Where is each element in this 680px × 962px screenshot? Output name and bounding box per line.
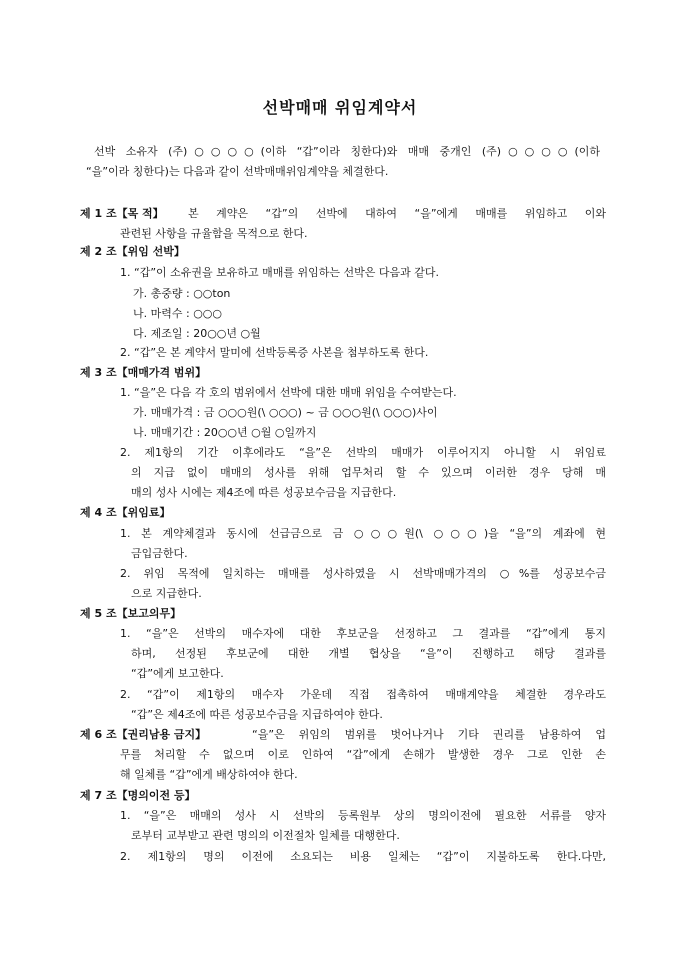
clause-text: 금입금한다. <box>131 547 188 560</box>
sub-item: 나. 매매기간 : 20○○년 ○월 ○일까지 <box>133 426 317 439</box>
article-heading: 제 4 조【위임료】 <box>80 506 171 519</box>
clause-text: 으로 지급한다. <box>131 587 202 600</box>
clause-text: 2. 제1항의 명의 이전에 소요되는 비용 일체는 “갑”이 지불하도록 한다.다만, <box>120 850 606 863</box>
clause-text: 매의 성사 시에는 제4조에 따른 성공보수금을 지급한다. <box>131 486 397 499</box>
article-text: 해 일체를 “갑”에게 배상하여야 한다. <box>120 768 298 781</box>
article-heading: 제 6 조【권리남용 금지】 <box>80 728 207 741</box>
clause-text: 1. “을”은 매매의 성사 시 선박의 등록원부 상의 명의이전에 필요한 서류를 양자 <box>120 809 606 822</box>
document-title: 선박매매 위임계약서 <box>262 98 418 117</box>
article-heading: 제 2 조【위임 선박】 <box>80 245 185 258</box>
preamble-line: “을”이라 칭한다)는 다음과 같이 선박매매위임계약을 체결한다. <box>86 165 389 178</box>
clause-text: 1. 본 계약체결과 동시에 선급금으로 금 ○○○원(\ ○○○)을 “을”의 계좌에 현 <box>120 527 606 540</box>
article-text: 관련된 사항을 규율함을 목적으로 한다. <box>120 227 308 240</box>
clause-text: “갑”은 제4조에 따른 성공보수금을 지급하여야 한다. <box>131 708 383 721</box>
sub-item: 나. 마력수 : ○○○ <box>133 307 222 320</box>
clause-text: “갑”에게 보고한다. <box>131 667 224 680</box>
clause-text: 1. “갑”이 소유권을 보유하고 매매를 위임하는 선박은 다음과 같다. <box>120 266 440 279</box>
sub-item: 가. 총중량 : ○○ton <box>133 287 231 300</box>
preamble-line: 선박 소유자 (주)○○○○(이하 “갑”이라 칭한다)와 매매 중개인 (주)○○○○(이하 <box>94 145 600 158</box>
clause-text: 2. “갑”이 제1항의 매수자 가운데 직접 접촉하여 매매계약을 체결한 경우라도 <box>120 688 606 701</box>
clause-text: 로부터 교부받고 관련 명의의 이전절차 일체를 대행한다. <box>131 829 400 842</box>
clause-text: 1. “을”은 선박의 매수자에 대한 후보군을 선정하고 그 결과를 “갑”에게 통지 <box>120 627 606 640</box>
article-heading: 제 7 조【명의이전 등】 <box>80 789 196 802</box>
clause-text: 의 지급 없이 매매의 성사를 위해 업무처리 할 수 있으며 이러한 경우 당해 매 <box>131 466 606 479</box>
article-text: 본 계약은 “갑”의 선박에 대하여 “을”에게 매매를 위임하고 이와 <box>188 207 606 220</box>
article-heading: 제 1 조【목 적】 <box>80 207 164 220</box>
sub-item: 가. 매매가격 : 금 ○○○원(\ ○○○) ~ 금 ○○○원(\ ○○○)사이 <box>133 406 438 419</box>
article-heading: 제 5 조【보고의무】 <box>80 607 182 620</box>
sub-item: 다. 제조일 : 20○○년 ○월 <box>133 327 261 340</box>
article-text: 무를 처리할 수 없으며 이로 인하여 “갑”에게 손해가 발생한 경우 그로 인한 손 <box>120 748 606 761</box>
clause-text: 1. “을”은 다음 각 호의 범위에서 선박에 대한 매매 위임을 수여받는다. <box>120 386 457 399</box>
article-text: “을”은 위임의 범위를 벗어나거나 기타 권리를 남용하여 업 <box>252 728 606 741</box>
clause-text: 하며, 선정된 후보군에 대한 개별 협상을 “을”이 진행하고 해당 결과를 <box>131 647 606 660</box>
article-heading: 제 3 조【매매가격 범위】 <box>80 366 207 379</box>
clause-text: 2. “갑”은 본 계약서 말미에 선박등록증 사본을 첨부하도록 한다. <box>120 346 429 359</box>
clause-text: 2. 제1항의 기간 이후에라도 “을”은 선박의 매매가 이루어지지 아니할 시 위임료 <box>120 446 606 459</box>
clause-text: 2. 위임 목적에 일치하는 매매를 성사하였을 시 선박매매가격의 ○%를 성공보수금 <box>120 567 606 580</box>
